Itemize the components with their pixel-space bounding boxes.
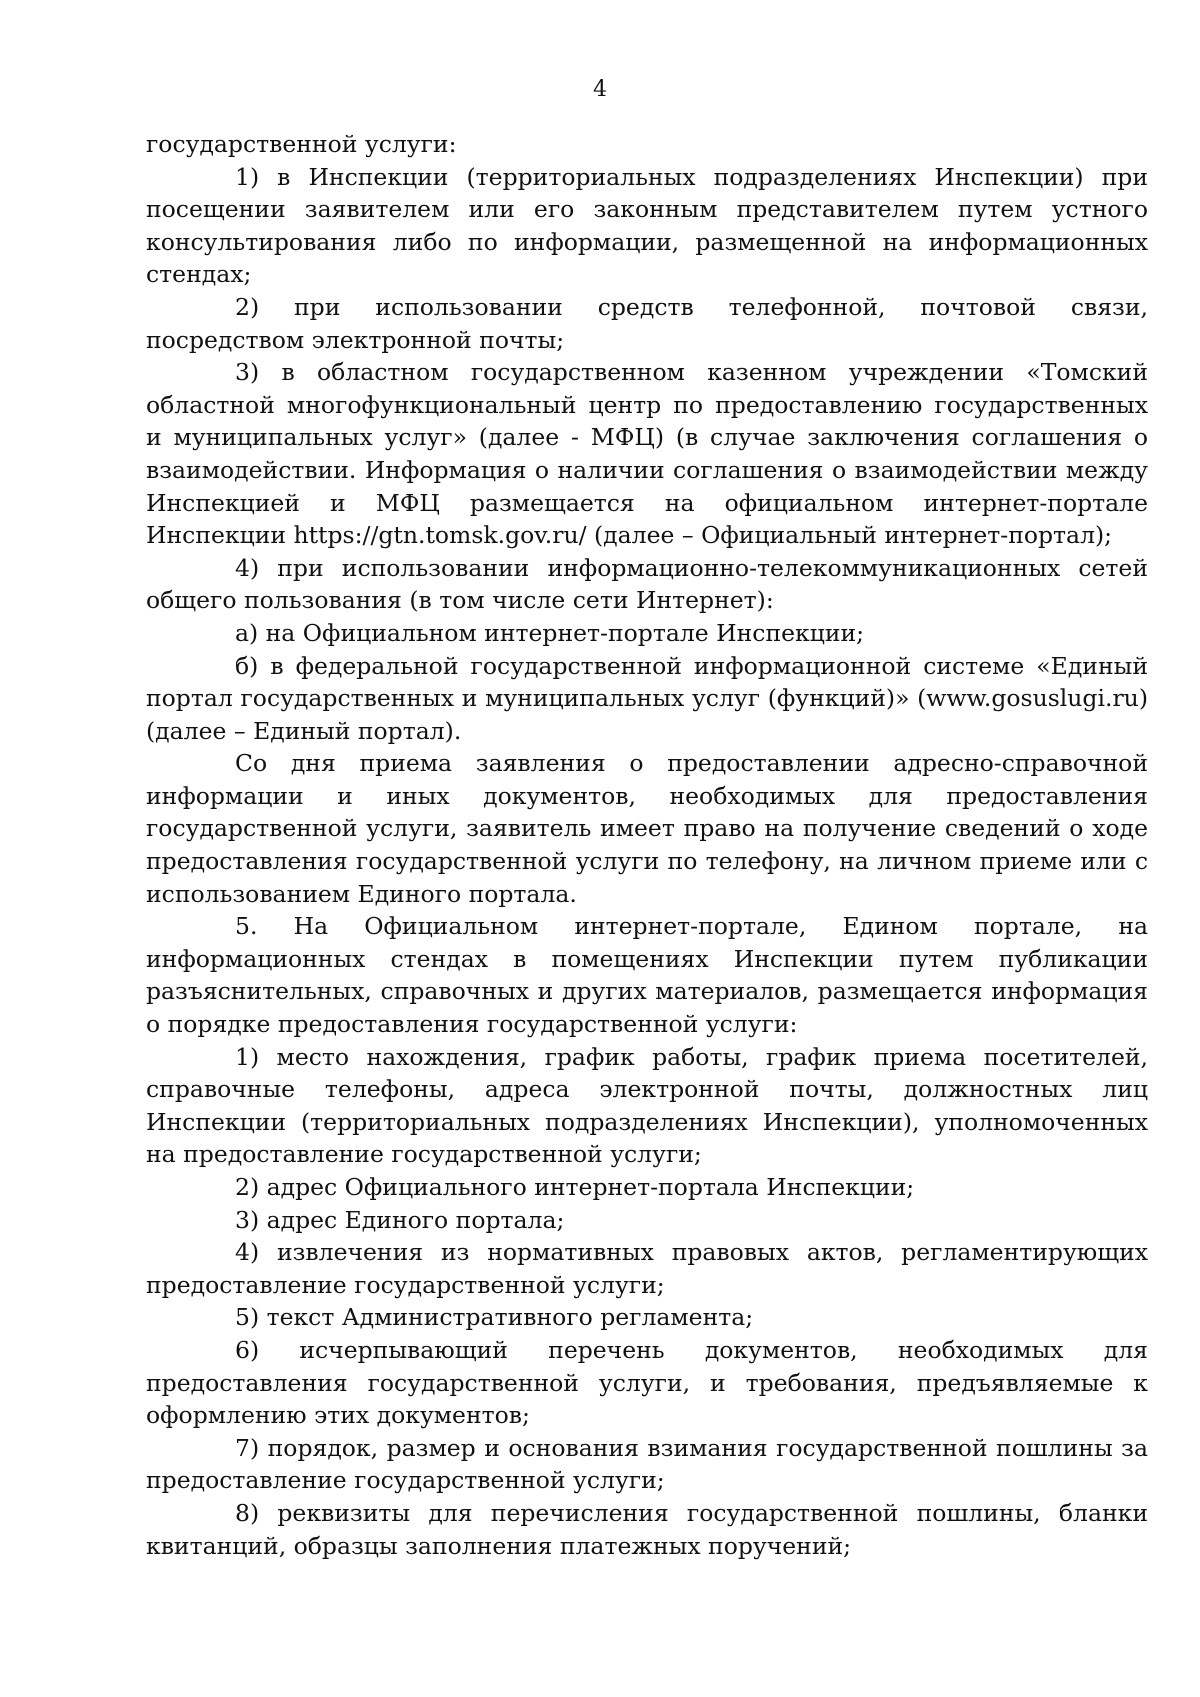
paragraph-3: 3) в областном государственном казенном учреждении «Томский областной многофункциональный центр по предоставлению государственных и муниципальных услуг» (далее - МФЦ) (в случае заключения соглашения о взаимодействии. Информация о наличии соглашения о взаимодействии между Инспекцией и МФЦ размещается на официальном интернет-портале Инспекции https://gtn.tomsk.gov.ru/ (далее – Официальный интернет-портал);	[146, 358, 1148, 550]
paragraph-16: 8) реквизиты для перечисления государственной пошлины, бланки квитанций, образцы заполнения платежных поручений;	[146, 1498, 1148, 1560]
paragraph-4: 4) при использовании информационно-телекоммуникационных сетей общего пользования (в том числе сети Интернет):	[146, 553, 1148, 615]
document-body	[146, 128, 1148, 1562]
paragraph-5: а) на Официальном интернет-портале Инспекции;	[235, 618, 865, 647]
paragraph-15: 7) порядок, размер и основания взимания государственной пошлины за предоставление государственной услуги;	[146, 1433, 1148, 1495]
page-number: 4	[593, 77, 607, 102]
paragraph-9: 1) место нахождения, график работы, график приема посетителей, справочные телефоны, адреса электронной почты, должностных лиц Инспекции (территориальных подразделениях Инспекции), уполномоченных на предоставление государственной услуги;	[146, 1042, 1148, 1169]
paragraph-11: 3) адрес Единого портала;	[235, 1205, 565, 1234]
paragraph-0: государственной услуги:	[146, 130, 457, 158]
paragraph-13: 5) текст Административного регламента;	[235, 1303, 754, 1332]
paragraph-14: 6) исчерпывающий перечень документов, необходимых для предоставления государственной услуги, и требования, предъявляемые к оформлению этих документов;	[146, 1335, 1148, 1430]
paragraph-1: 1) в Инспекции (территориальных подразделениях Инспекции) при посещении заявителем или его законным представителем путем устного консультирования либо по информации, размещенной на информационных стендах;	[146, 162, 1148, 289]
paragraph-7: Со дня приема заявления о предоставлении адресно-справочной информации и иных документов, необходимых для предоставления государственной услуги, заявитель имеет право на получение сведений о ходе предоставления государственной услуги по телефону, на личном приеме или с использованием Единого портала.	[146, 749, 1148, 908]
paragraph-10: 2) адрес Официального интернет-портала Инспекции;	[235, 1173, 915, 1201]
paragraph-2: 2) при использовании средств телефонной, почтовой связи, посредством электронной почты;	[146, 292, 1148, 354]
paragraph-12: 4) извлечения из нормативных правовых актов, регламентирующих предоставление государственной услуги;	[146, 1238, 1148, 1299]
paragraph-8: 5. На Официальном интернет-портале, Едином портале, на информационных стендах в помещениях Инспекции путем публикации разъяснительных, справочных и других материалов, размещается информация о порядке предоставления государственной услуги:	[146, 912, 1148, 1039]
paragraph-6: б) в федеральной государственной информационной системе «Единый портал государственных и муниципальных услуг (функций)» (www.gosuslugi.ru) (далее – Единый портал).	[146, 651, 1148, 745]
